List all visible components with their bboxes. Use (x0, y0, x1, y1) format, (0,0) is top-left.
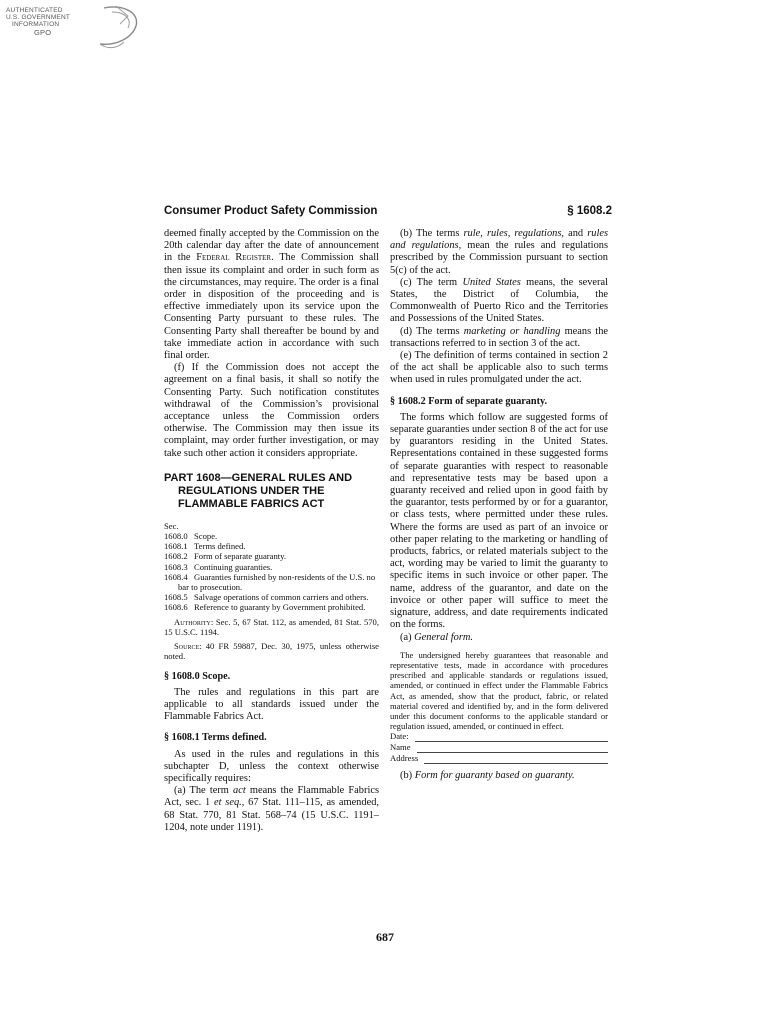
paragraph: The rules and regulations in this part are applicable to all standards issued under the Flammable Fabrics Act. (164, 686, 379, 723)
gpo-logo-line: GPO (34, 28, 52, 37)
toc-label: Sec. (164, 520, 179, 531)
paragraph: The forms which follow are suggested forms of separate guaranties under section 8 of the act for use by guarantors residing in the United States. Representations contained in these suggested forms of separate guaranties with respect to reasonable and representative tests may be based upon a guaranty received and relied upon in good faith by the guarantor, tests performed by or for a guarantor, or class tests, where permitted under these rules. Where the forms are used as part of an invoice or other paper relating to the marketing or handling of products, fabrics, or related materials subject to the act, wording may be varied to limit the guaranty to specific items in such invoice or other paper. The name, address of the guarantor, and date on the invoice or other paper will suffice to meet the signature, address, and date requirements indicated on the forms. (390, 411, 608, 631)
guaranty-form-text: The undersigned hereby guarantees that reasonable and representative tests, made in accordance with procedures prescribed and applicable standards or regulations issued, amended, or continued in effect under the Flammable Fabrics Act, as amended, show that the product, fabric, or related material covered and identified by, and in the form delivered under this document conforms to the applicable standard or regulation issued, amended, or continued in effect. (390, 649, 608, 732)
paragraph: deemed finally accepted by the Commission on the 20th calendar day after the date of announcement in the Federal Register. The Commission shall then issue its complaint and order in such form as the circumstances, may require. The order is a final order in disposition of the proceeding and is effective immediately upon its service upon the Consenting Party pursuant to these rules. The Consenting Party shall thereafter be bound by and take immediate action in accordance with such final order. (164, 228, 379, 362)
paragraph: (e) The definition of terms contained in section 2 of the act shall be applicable also to such terms when used in rules promulgated under the act. (390, 350, 608, 386)
source-note: Source: 40 FR 59887, Dec. 30, 1975, unless otherwise noted. (164, 641, 379, 662)
paragraph: (c) The term United States means, the several States, the District of Columbia, the Commonwealth of Puerto Rico and the Territories and Possessions of the United States. (390, 276, 608, 325)
paragraph: (f) If the Commission does not accept the agreement on a final basis, it shall so notify the Consenting Party. Such notification constitutes withdrawal of the Commission’s provisional acceptance unless the Commission orders otherwise. The Commission may then issue its complaint, may order further investigation, or may take such other action it considers appropriate. (164, 362, 379, 459)
gpo-logo-line: INFORMATION (12, 21, 60, 28)
authority-note: Authority: Sec. 5, 67 Stat. 112, as amended, 81 Stat. 570, 15 U.S.C. 1194. (164, 616, 379, 637)
paragraph: (a) General form. (400, 631, 474, 643)
form-field-name: Name (390, 742, 608, 753)
agency-name: Consumer Product Safety Commission (164, 205, 378, 217)
toc-item: 1608.5 Salvage operations of common carriers and others. (164, 592, 369, 603)
toc-item: 1608.3 Continuing guaranties. (164, 561, 273, 572)
left-column (164, 228, 379, 834)
table-of-contents (164, 521, 379, 613)
toc-item: 1608.6 Reference to guaranty by Government prohibited. (164, 602, 366, 613)
toc-item: 1608.0 Scope. (164, 531, 218, 542)
section-number: § 1608.2 (567, 205, 612, 217)
form-field-address: Address (390, 753, 608, 764)
page-number: 687 (376, 930, 394, 944)
form-field-date: Date: (390, 731, 608, 742)
paragraph: (b) Form for guaranty based on guaranty. (400, 770, 575, 782)
right-column (390, 228, 608, 783)
paragraph: (d) The terms marketing or handling means the transactions referred to in section 3 of the act. (390, 325, 609, 349)
toc-item: 1608.2 Form of separate guaranty. (164, 551, 287, 562)
gpo-logo-line: U.S. GOVERNMENT (6, 14, 71, 21)
toc-item: 1608.1 Terms defined. (164, 541, 246, 552)
section-heading: § 1608.2 Form of separate guaranty. (390, 395, 548, 407)
paragraph: As used in the rules and regulations in this subchapter D, unless the context otherwise specifically requires: (164, 748, 379, 784)
toc-item: 1608.4 Guaranties furnished by non-residents of the U.S. no bar to prosecution. (164, 571, 376, 593)
paragraph: (b) The terms rule, rules, regulations, and rules and regulations, mean the rules and regulations prescribed by the Commission pursuant to section 5(c) of the act. (390, 228, 608, 276)
paragraph: (a) The term act means the Flammable Fabrics Act, sec. 1 et seq., 67 Stat. 111–115, as amended, 68 Stat. 770, 81 Stat. 568–74 (15 U.S.C. 1191–1204, note under 1191). (164, 785, 379, 833)
section-heading: § 1608.1 Terms defined. (164, 732, 267, 744)
part-heading: PART 1608—GENERAL RULES AND REGULATIONS UNDER THE FLAMMABLE FABRICS ACT (164, 471, 353, 510)
gpo-logo-line: AUTHENTICATED (6, 7, 63, 14)
section-heading: § 1608.0 Scope. (164, 670, 231, 682)
